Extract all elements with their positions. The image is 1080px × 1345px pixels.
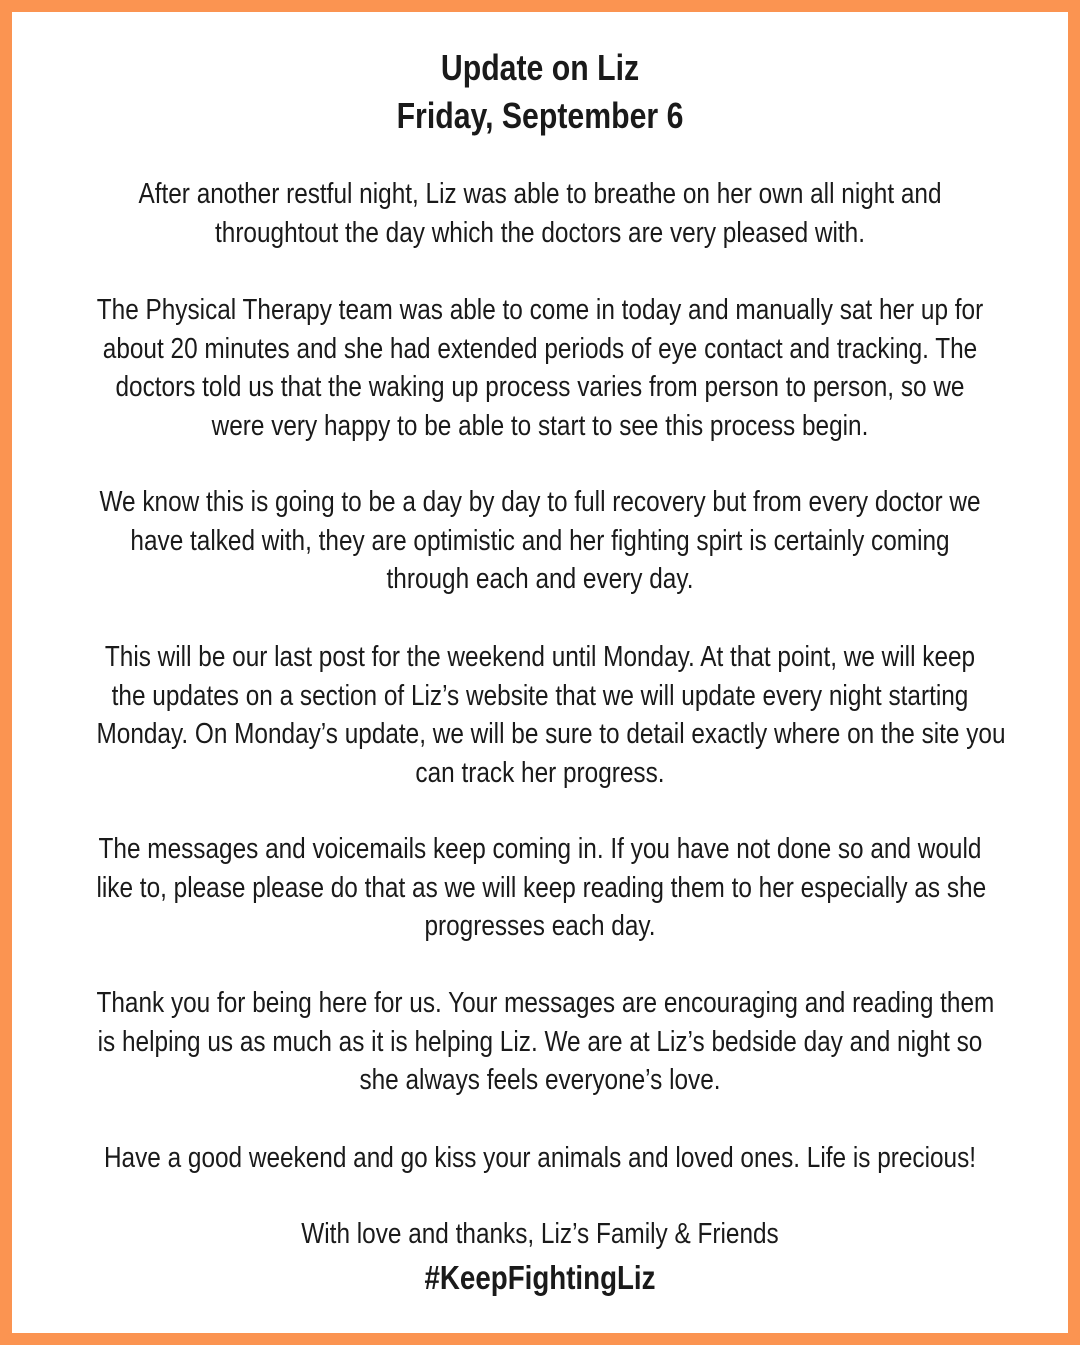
paragraph-line: have talked with, they are optimistic and her fighting spirt is certainly coming <box>130 524 950 557</box>
sign-off-line: With love and thanks, Liz’s Family & Friends <box>301 1218 779 1250</box>
paragraph-thank-you <box>12 984 1068 1100</box>
paragraph-line: throughtout the day which the doctors are very pleased with. <box>214 216 865 249</box>
hashtag: #KeepFightingLiz <box>424 1259 656 1296</box>
paragraph-line: We know this is going to be a day by day to full recovery but from every doctor we <box>99 486 981 518</box>
post-card <box>12 12 1068 1333</box>
paragraph-last-post <box>12 638 1068 792</box>
paragraph-line: like to, please please do that as we will keep reading them to her especially as she <box>96 871 987 904</box>
paragraph-line: After another restful night, Liz was able to breathe on her own all night and <box>138 178 942 210</box>
paragraph-recovery <box>12 483 1068 599</box>
update-title: Update on Liz <box>440 47 640 88</box>
paragraph-line: The messages and voicemails keep coming in. If you have not done so and would <box>98 833 982 865</box>
paragraph-line: were very happy to be able to start to see this process begin. <box>211 409 869 442</box>
paragraph-line: This will be our last post for the weekend until Monday. At that point, we will keep <box>104 641 976 673</box>
paragraph-line: Thank you for being here for us. Your messages are encouraging and reading them <box>96 987 995 1019</box>
paragraph-breathing <box>12 175 1068 252</box>
paragraph-line: can track her progress. <box>415 756 665 789</box>
paragraph-line: through each and every day. <box>386 563 694 595</box>
paragraph-line: is helping us as much as it is helping Liz. We are at Liz’s bedside day and night so <box>97 1025 983 1058</box>
paragraph-line: doctors told us that the waking up process varies from person to person, so we <box>115 371 965 403</box>
paragraph-line: Monday. On Monday’s update, we will be sure to detail exactly where on the site you <box>96 718 1006 750</box>
paragraph-line: Have a good weekend and go kiss your animals and loved ones. Life is precious! <box>103 1142 977 1174</box>
update-date: Friday, September 6 <box>396 95 684 136</box>
paragraph-physical-therapy <box>12 291 1068 445</box>
paragraph-line: the updates on a section of Liz’s website that we will update every night starting <box>111 679 969 712</box>
paragraph-line: The Physical Therapy team was able to come in today and manually sat her up for <box>96 294 984 326</box>
sign-off <box>12 1215 1068 1254</box>
paragraph-line: about 20 minutes and she had extended periods of eye contact and tracking. The <box>102 332 978 365</box>
paragraph-messages <box>12 830 1068 946</box>
paragraph-weekend <box>12 1139 1068 1178</box>
paragraph-line: progresses each day. <box>424 910 656 942</box>
paragraph-line: she always feels everyone’s love. <box>359 1064 721 1096</box>
